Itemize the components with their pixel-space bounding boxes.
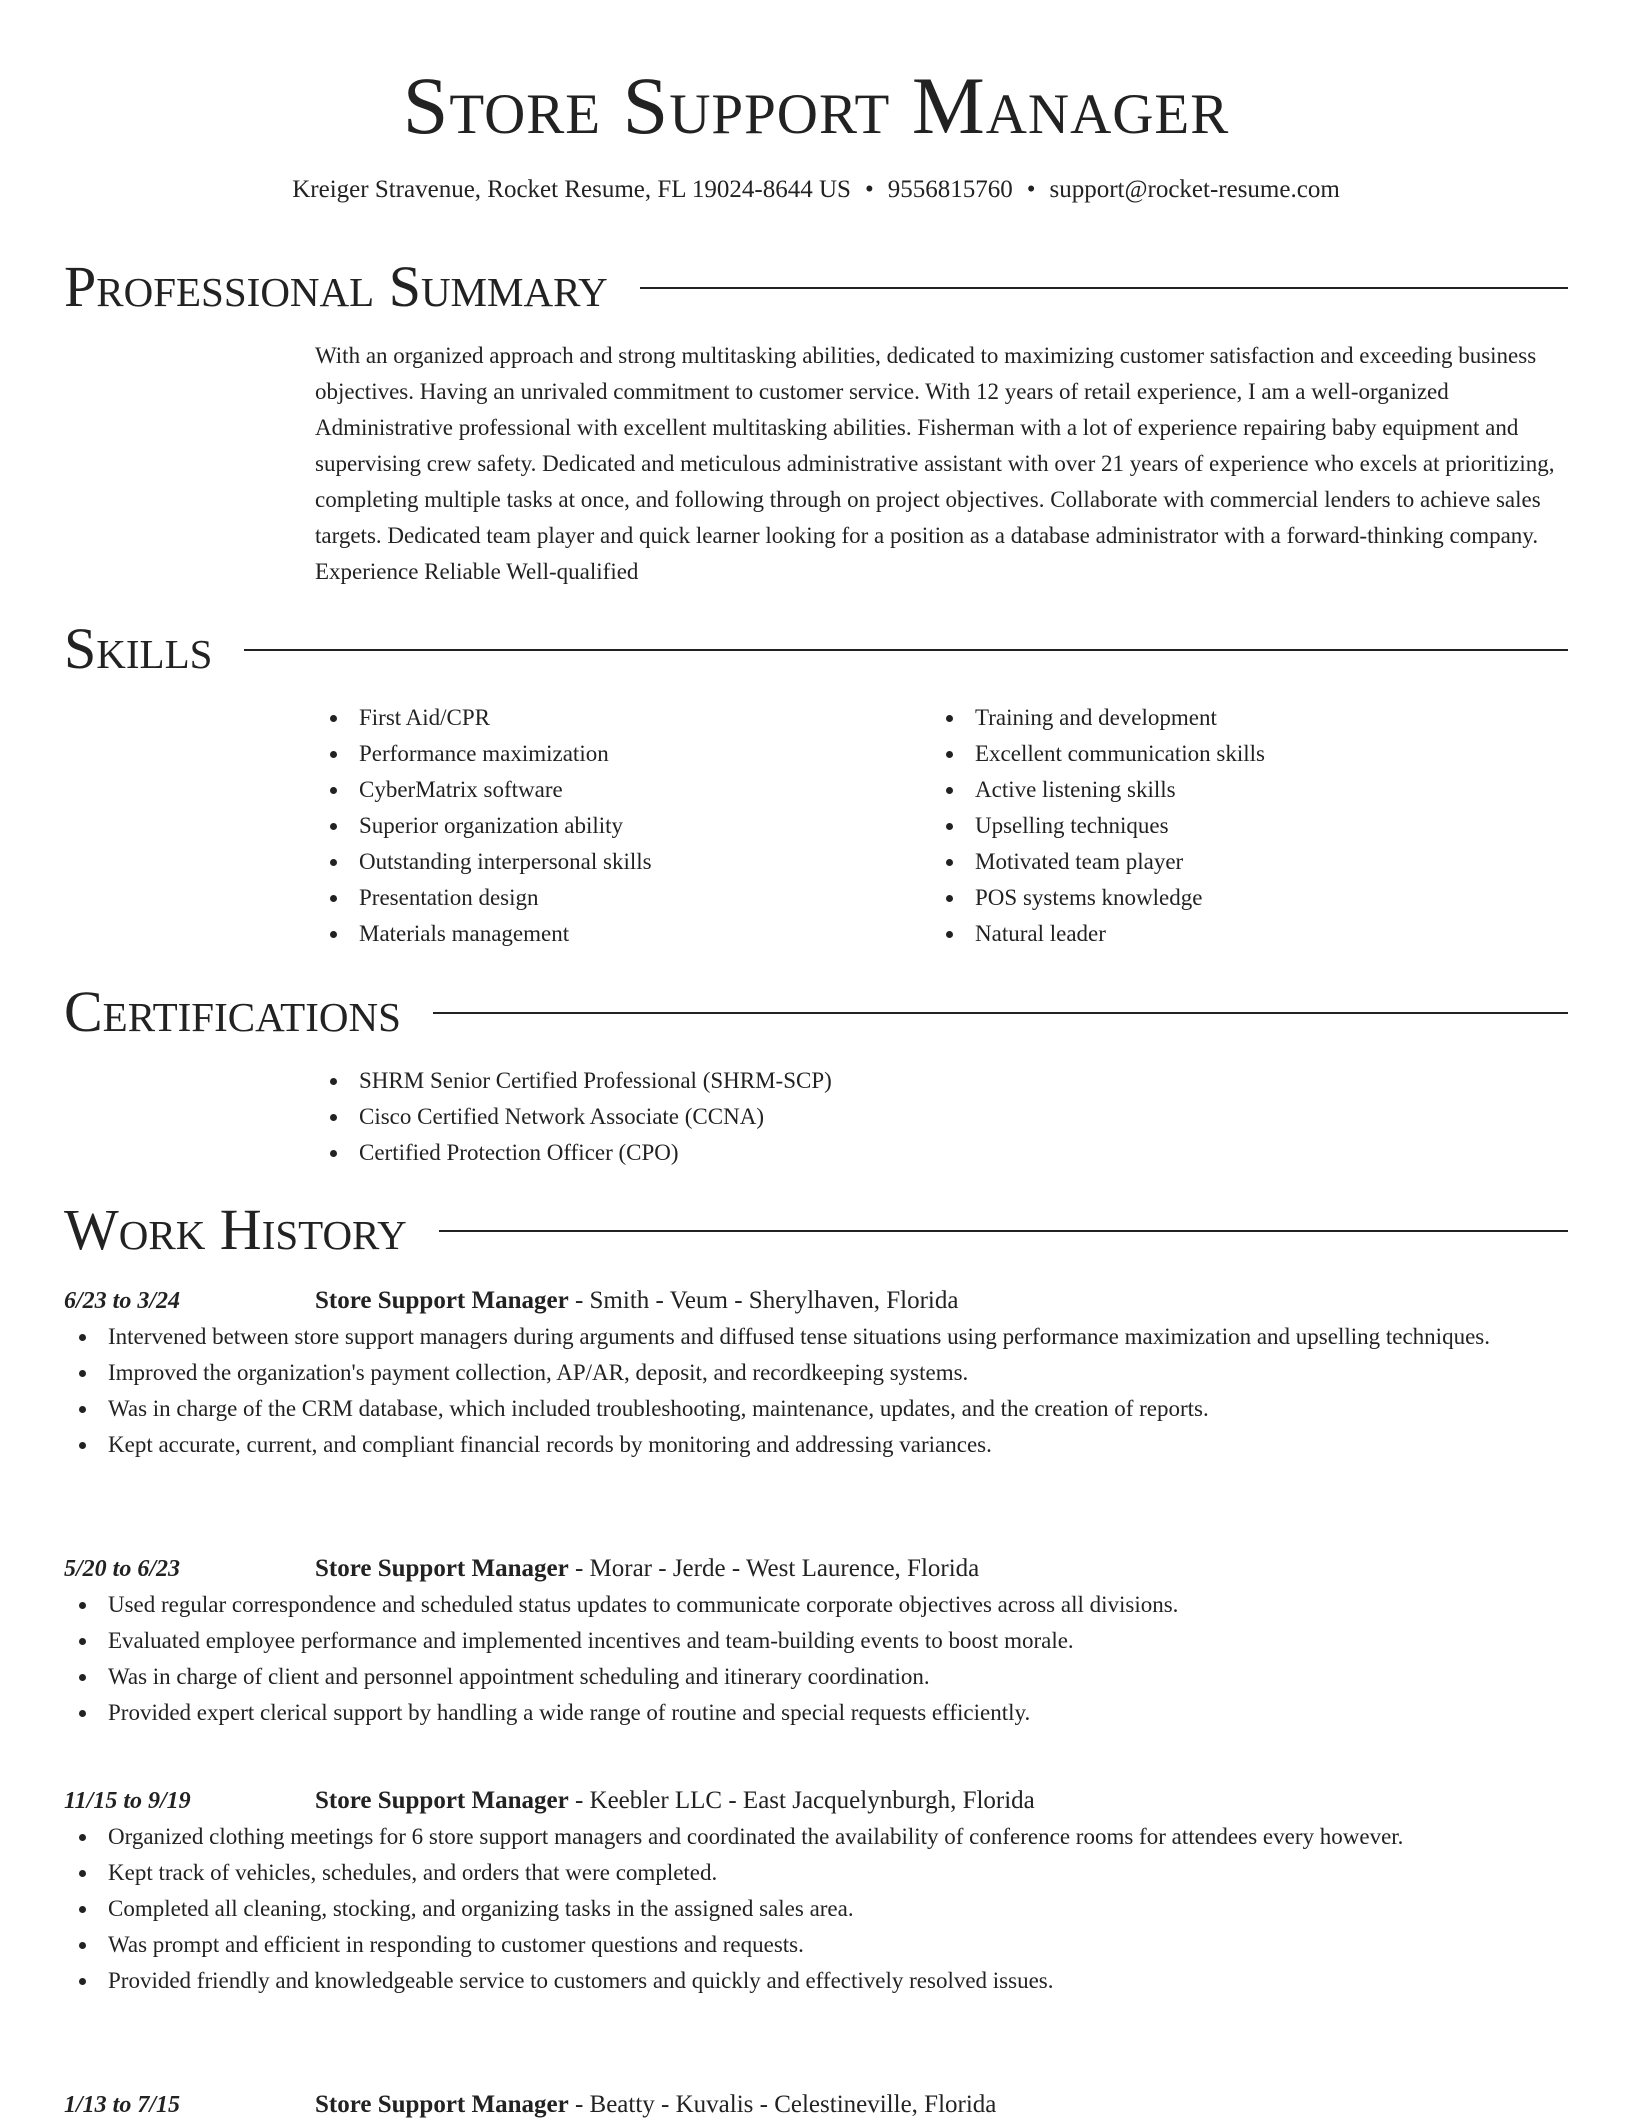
section-rule (244, 649, 1568, 651)
contact-email: support@rocket-resume.com (1049, 176, 1340, 203)
certification-item: SHRM Senior Certified Professional (SHRM-SCP) (315, 1063, 1568, 1099)
job-duty: Organized clothing meetings for 6 store support managers and coordinated the availability of conference rooms for attendees every however. (64, 1819, 1568, 1855)
skill-item: Motivated team player (931, 844, 1531, 880)
section-rule (439, 1230, 1568, 1232)
certifications-body (315, 1063, 1568, 1171)
job-duties-list (64, 1319, 1568, 1463)
job-duty: Kept track of vehicles, schedules, and orders that were completed. (64, 1855, 1568, 1891)
job-entry (64, 1551, 1568, 1731)
skill-item: Performance maximization (315, 736, 915, 772)
summary-heading: Professional Summary (64, 254, 608, 319)
job-duty: Intervened between store support managers during arguments and diffused tense situations using performance maximization and upselling techniques. (64, 1319, 1568, 1355)
certification-item: Cisco Certified Network Associate (CCNA) (315, 1099, 1568, 1135)
job-duty: Kept accurate, current, and compliant financial records by monitoring and addressing variances. (64, 1427, 1568, 1463)
job-duty: Evaluated employee performance and implemented incentives and team-building events to boost morale. (64, 1623, 1568, 1659)
contact-line (0, 172, 1632, 208)
skills-list-left (315, 700, 915, 952)
job-company: - Smith - Veum - Sherylhaven, Florida (568, 1287, 959, 1314)
job-title: Store Support Manager (315, 1555, 569, 1582)
skill-item: Presentation design (315, 880, 915, 916)
summary-text: With an organized approach and strong multitasking abilities, dedicated to maximizing customer satisfaction and exceeding business objectives. Having an unrivaled commitment to customer service. With 12 years of retail experience, I am a well-organized Administrative professional with excellent multitasking abilities. Fisherman with a lot of experience repairing baby equipment and supervising crew safety. Dedicated and meticulous administrative assistant with over 21 years of experience who excels at prioritizing, completing multiple tasks at once, and following through on project objectives. Collaborate with commercial lenders to achieve sales targets. Dedicated team player and quick learner looking for a position as a database administrator with a forward-thinking company. Experience Reliable Well-qualified (315, 343, 1555, 584)
work-history-heading: Work History (64, 1197, 407, 1262)
skill-item: Active listening skills (931, 772, 1531, 808)
resume-name: Store Support Manager (402, 60, 1230, 151)
job-date: 6/23 to 3/24 (64, 1288, 181, 1314)
skill-item: Excellent communication skills (931, 736, 1531, 772)
job-title: Store Support Manager (315, 2091, 569, 2118)
job-duty: Was in charge of the CRM database, which included troubleshooting, maintenance, updates, and the creation of reports. (64, 1391, 1568, 1427)
job-duty: Used regular correspondence and scheduled status updates to communicate corporate objectives across all divisions. (64, 1587, 1568, 1623)
skill-item: First Aid/CPR (315, 700, 915, 736)
job-entry (64, 1783, 1568, 1999)
section-rule (433, 1012, 1568, 1014)
job-company: - Morar - Jerde - West Laurence, Florida (568, 1555, 980, 1582)
contact-phone: 9556815760 (887, 176, 1013, 203)
job-entry (64, 2087, 1568, 2123)
summary-section-header (64, 254, 1568, 320)
skills-heading: Skills (64, 616, 213, 681)
job-date: 11/15 to 9/19 (64, 1788, 191, 1814)
skills-list-right (931, 700, 1531, 952)
skill-item: Outstanding interpersonal skills (315, 844, 915, 880)
job-duty: Completed all cleaning, stocking, and organizing tasks in the assigned sales area. (64, 1891, 1568, 1927)
section-rule (640, 287, 1568, 289)
skill-item: Training and development (931, 700, 1531, 736)
skill-item: Materials management (315, 916, 915, 952)
job-duty: Provided friendly and knowledgeable service to customers and quickly and effectively resolved issues. (64, 1963, 1568, 1999)
job-company: - Beatty - Kuvalis - Celestineville, Florida (568, 2091, 997, 2118)
skill-item: CyberMatrix software (315, 772, 915, 808)
job-header (315, 1783, 1568, 1819)
job-date: 5/20 to 6/23 (64, 1556, 181, 1582)
work-history-section-header (64, 1197, 1568, 1263)
job-header (315, 1283, 1568, 1319)
job-company: - Keebler LLC - East Jacquelynburgh, Florida (568, 1787, 1035, 1814)
job-duty: Provided expert clerical support by handling a wide range of routine and special requests efficiently. (64, 1695, 1568, 1731)
job-duty: Was in charge of client and personnel appointment scheduling and itinerary coordination. (64, 1659, 1568, 1695)
skill-item: Superior organization ability (315, 808, 915, 844)
job-title: Store Support Manager (315, 1787, 569, 1814)
job-duty: Improved the organization's payment collection, AP/AR, deposit, and recordkeeping systems. (64, 1355, 1568, 1391)
job-duties-list (64, 1819, 1568, 1999)
certification-item: Certified Protection Officer (CPO) (315, 1135, 1568, 1171)
skills-section-header (64, 616, 1568, 682)
job-date: 1/13 to 7/15 (64, 2092, 181, 2118)
summary-body (315, 338, 1568, 590)
contact-separator: • (1026, 176, 1036, 203)
job-entry (64, 1283, 1568, 1463)
job-duties-list (64, 1587, 1568, 1731)
certifications-heading: Certifications (64, 979, 401, 1044)
skill-item: Natural leader (931, 916, 1531, 952)
contact-address: Kreiger Stravenue, Rocket Resume, FL 19024-8644 US (292, 176, 851, 203)
skill-item: Upselling techniques (931, 808, 1531, 844)
job-title: Store Support Manager (315, 1287, 569, 1314)
job-duty: Was prompt and efficient in responding to customer questions and requests. (64, 1927, 1568, 1963)
certifications-list (315, 1063, 1568, 1171)
contact-separator: • (864, 176, 874, 203)
job-header (315, 1551, 1568, 1587)
skill-item: POS systems knowledge (931, 880, 1531, 916)
job-header (315, 2087, 1568, 2123)
skills-body (315, 700, 1568, 960)
certifications-section-header (64, 979, 1568, 1045)
